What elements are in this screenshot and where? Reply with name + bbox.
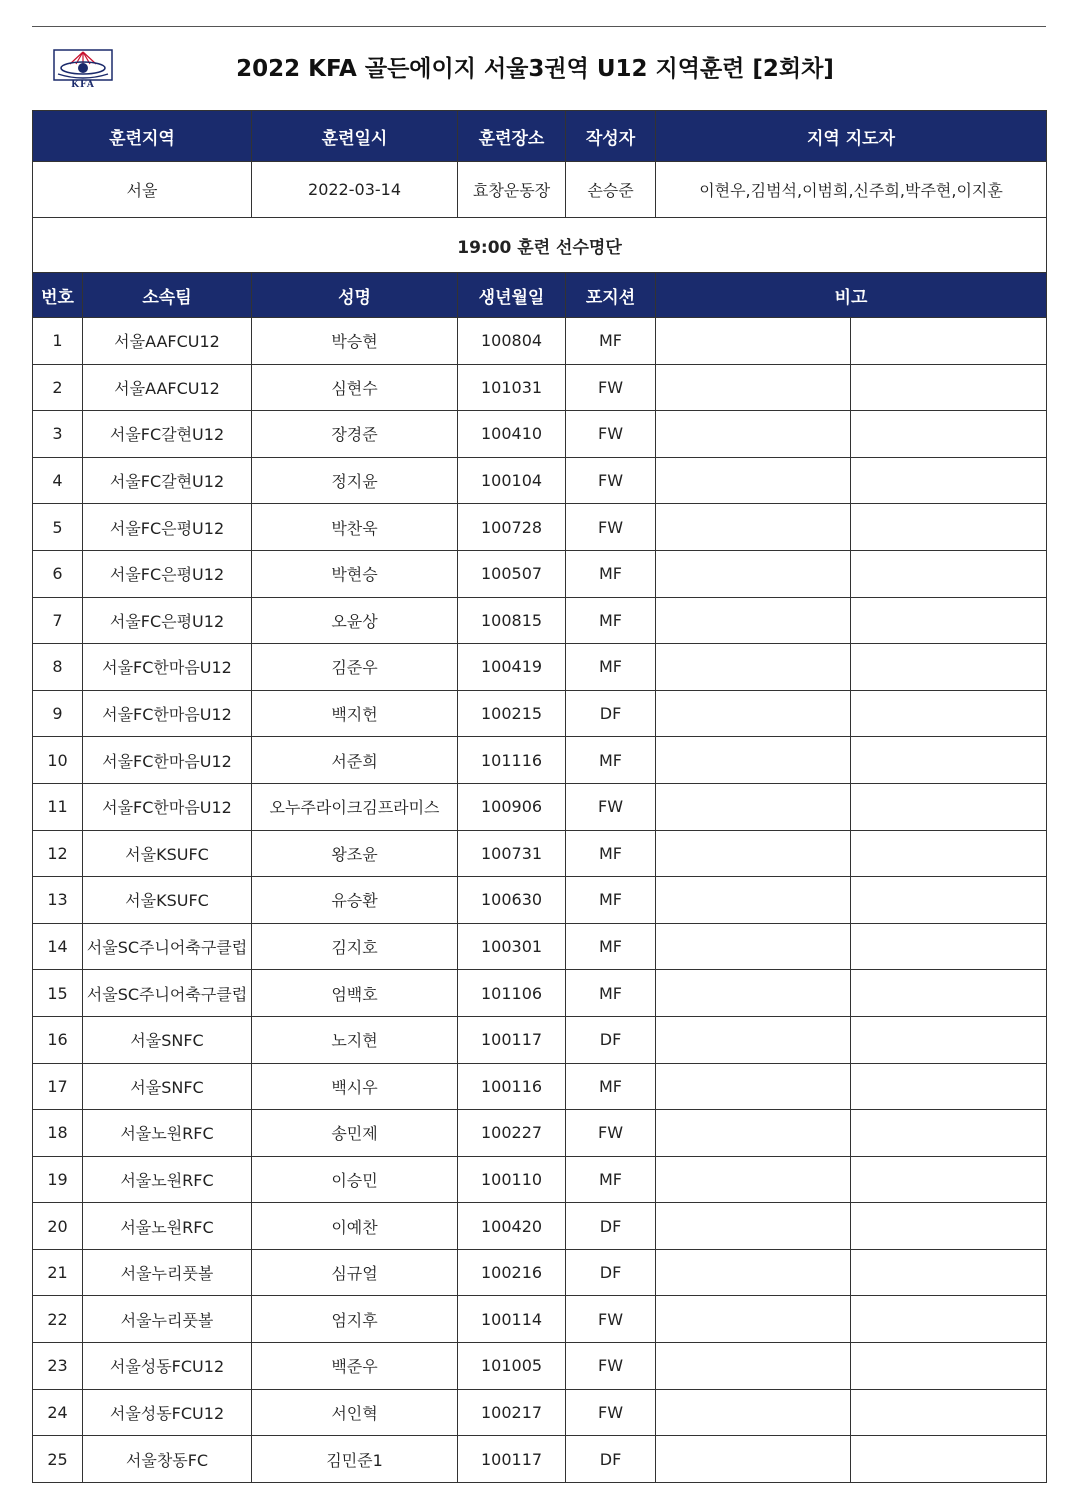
player-name: 오윤상 <box>252 597 458 644</box>
player-team: 서울FC한마음U12 <box>83 737 252 784</box>
player-birth: 100116 <box>458 1063 566 1110</box>
table-row <box>33 1156 1047 1203</box>
player-birth: 101116 <box>458 737 566 784</box>
top-rule <box>32 26 1046 27</box>
player-team: 서울KSUFC <box>83 877 252 924</box>
player-no: 12 <box>33 830 83 877</box>
player-birth: 100215 <box>458 690 566 737</box>
player-note-extra <box>851 1343 1047 1390</box>
table-row <box>33 690 1047 737</box>
player-position: FW <box>566 783 656 830</box>
player-no: 5 <box>33 504 83 551</box>
author-value: 손승준 <box>566 162 656 218</box>
table-row <box>33 504 1047 551</box>
player-note <box>656 877 851 924</box>
player-birth: 100114 <box>458 1296 566 1343</box>
player-note-extra <box>851 970 1047 1017</box>
date-value: 2022-03-14 <box>252 162 458 218</box>
player-birth: 100815 <box>458 597 566 644</box>
player-birth: 100117 <box>458 1016 566 1063</box>
player-no: 21 <box>33 1249 83 1296</box>
table-row <box>33 1063 1047 1110</box>
player-note <box>656 597 851 644</box>
table-row <box>33 1110 1047 1157</box>
player-name: 송민제 <box>252 1110 458 1157</box>
player-no: 22 <box>33 1296 83 1343</box>
table-row <box>33 364 1047 411</box>
player-name: 이예찬 <box>252 1203 458 1250</box>
player-position: MF <box>566 877 656 924</box>
player-no: 23 <box>33 1343 83 1390</box>
player-no: 3 <box>33 411 83 458</box>
player-birth: 100216 <box>458 1249 566 1296</box>
player-note <box>656 457 851 504</box>
venue-value: 효창운동장 <box>458 162 566 218</box>
player-note-extra <box>851 504 1047 551</box>
player-birth: 100906 <box>458 783 566 830</box>
player-note-extra <box>851 923 1047 970</box>
player-note <box>656 923 851 970</box>
col-team-header: 소속팀 <box>83 273 252 318</box>
player-note-extra <box>851 1436 1047 1483</box>
player-team: 서울노원RFC <box>83 1203 252 1250</box>
col-position-header: 포지션 <box>566 273 656 318</box>
table-row <box>33 923 1047 970</box>
player-note-extra <box>851 1110 1047 1157</box>
player-no: 11 <box>33 783 83 830</box>
player-note <box>656 318 851 365</box>
player-note-extra <box>851 457 1047 504</box>
player-name: 노지현 <box>252 1016 458 1063</box>
table-row <box>33 1436 1047 1483</box>
player-team: 서울SNFC <box>83 1016 252 1063</box>
player-note-extra <box>851 1296 1047 1343</box>
player-position: FW <box>566 364 656 411</box>
player-name: 서인혁 <box>252 1389 458 1436</box>
player-name: 심현수 <box>252 364 458 411</box>
player-note-extra <box>851 1203 1047 1250</box>
player-team: 서울SC주니어축구클럽 <box>83 970 252 1017</box>
column-header-row <box>33 273 1047 318</box>
player-note-extra <box>851 318 1047 365</box>
player-note-extra <box>851 877 1047 924</box>
player-position: FW <box>566 411 656 458</box>
coaches-value: 이현우,김범석,이범희,신주희,박주현,이지훈 <box>656 162 1047 218</box>
player-position: FW <box>566 1110 656 1157</box>
player-position: MF <box>566 1156 656 1203</box>
session-banner-row <box>33 218 1047 273</box>
player-team: 서울SC주니어축구클럽 <box>83 923 252 970</box>
player-position: DF <box>566 1249 656 1296</box>
player-note <box>656 783 851 830</box>
table-row <box>33 597 1047 644</box>
player-note <box>656 644 851 691</box>
table-row <box>33 411 1047 458</box>
player-birth: 100420 <box>458 1203 566 1250</box>
player-position: FW <box>566 1296 656 1343</box>
player-name: 김지호 <box>252 923 458 970</box>
player-note-extra <box>851 1016 1047 1063</box>
player-no: 2 <box>33 364 83 411</box>
player-note <box>656 550 851 597</box>
player-name: 백시우 <box>252 1063 458 1110</box>
player-no: 24 <box>33 1389 83 1436</box>
player-team: 서울FC은평U12 <box>83 597 252 644</box>
player-team: 서울노원RFC <box>83 1156 252 1203</box>
player-birth: 100728 <box>458 504 566 551</box>
player-position: FW <box>566 1389 656 1436</box>
player-note-extra <box>851 737 1047 784</box>
player-position: DF <box>566 1436 656 1483</box>
player-note-extra <box>851 644 1047 691</box>
player-team: 서울노원RFC <box>83 1110 252 1157</box>
player-note <box>656 1016 851 1063</box>
venue-label: 훈련장소 <box>458 111 566 162</box>
player-name: 심규얼 <box>252 1249 458 1296</box>
player-name: 박승현 <box>252 318 458 365</box>
player-birth: 100104 <box>458 457 566 504</box>
roster-table <box>32 110 1047 1483</box>
player-team: 서울누리풋볼 <box>83 1296 252 1343</box>
player-position: MF <box>566 318 656 365</box>
player-no: 18 <box>33 1110 83 1157</box>
player-note <box>656 1389 851 1436</box>
player-no: 15 <box>33 970 83 1017</box>
player-name: 정지윤 <box>252 457 458 504</box>
player-note-extra <box>851 550 1047 597</box>
player-position: MF <box>566 830 656 877</box>
player-note <box>656 504 851 551</box>
table-row <box>33 783 1047 830</box>
player-birth: 100117 <box>458 1436 566 1483</box>
coaches-label: 지역 지도자 <box>656 111 1047 162</box>
table-row <box>33 1343 1047 1390</box>
table-row <box>33 550 1047 597</box>
info-value-row <box>33 162 1047 218</box>
player-position: FW <box>566 1343 656 1390</box>
player-birth: 100217 <box>458 1389 566 1436</box>
player-no: 19 <box>33 1156 83 1203</box>
player-name: 백준우 <box>252 1343 458 1390</box>
player-position: FW <box>566 504 656 551</box>
table-row <box>33 877 1047 924</box>
player-team: 서울SNFC <box>83 1063 252 1110</box>
player-birth: 100731 <box>458 830 566 877</box>
page-title: 2022 KFA 골든에이지 서울3권역 U12 지역훈련 [2회차] <box>236 56 834 82</box>
player-note <box>656 411 851 458</box>
player-team: 서울FC한마음U12 <box>83 644 252 691</box>
player-name: 서준희 <box>252 737 458 784</box>
table-row <box>33 830 1047 877</box>
table-row <box>33 644 1047 691</box>
player-no: 8 <box>33 644 83 691</box>
player-note <box>656 1343 851 1390</box>
player-note <box>656 1156 851 1203</box>
player-no: 6 <box>33 550 83 597</box>
player-team: 서울성동FCU12 <box>83 1343 252 1390</box>
table-row <box>33 1016 1047 1063</box>
player-no: 9 <box>33 690 83 737</box>
player-position: MF <box>566 644 656 691</box>
player-no: 7 <box>33 597 83 644</box>
player-position: MF <box>566 923 656 970</box>
table-row <box>33 457 1047 504</box>
info-header-row <box>33 111 1047 162</box>
player-name: 이승민 <box>252 1156 458 1203</box>
player-note <box>656 1063 851 1110</box>
player-team: 서울FC은평U12 <box>83 550 252 597</box>
player-no: 10 <box>33 737 83 784</box>
player-birth: 101031 <box>458 364 566 411</box>
player-note <box>656 364 851 411</box>
table-row <box>33 1249 1047 1296</box>
player-name: 엄지후 <box>252 1296 458 1343</box>
player-birth: 100630 <box>458 877 566 924</box>
player-position: DF <box>566 1016 656 1063</box>
player-team: 서울FC한마음U12 <box>83 690 252 737</box>
player-position: MF <box>566 970 656 1017</box>
player-no: 13 <box>33 877 83 924</box>
date-label: 훈련일시 <box>252 111 458 162</box>
player-name: 김민준1 <box>252 1436 458 1483</box>
player-birth: 101005 <box>458 1343 566 1390</box>
player-no: 16 <box>33 1016 83 1063</box>
player-team: 서울성동FCU12 <box>83 1389 252 1436</box>
player-team: 서울FC한마음U12 <box>83 783 252 830</box>
player-team: 서울AAFCU12 <box>83 318 252 365</box>
player-note-extra <box>851 1389 1047 1436</box>
region-label: 훈련지역 <box>33 111 252 162</box>
author-label: 작성자 <box>566 111 656 162</box>
player-team: 서울KSUFC <box>83 830 252 877</box>
col-no-header: 번호 <box>33 273 83 318</box>
logo-text: KFA <box>71 80 95 90</box>
table-row <box>33 970 1047 1017</box>
session-title: 19:00 훈련 선수명단 <box>33 218 1047 273</box>
player-no: 14 <box>33 923 83 970</box>
player-note <box>656 830 851 877</box>
table-row <box>33 1389 1047 1436</box>
player-birth: 100227 <box>458 1110 566 1157</box>
player-note-extra <box>851 597 1047 644</box>
player-note <box>656 970 851 1017</box>
player-no: 4 <box>33 457 83 504</box>
player-name: 유승환 <box>252 877 458 924</box>
col-name-header: 성명 <box>252 273 458 318</box>
player-team: 서울AAFCU12 <box>83 364 252 411</box>
player-note-extra <box>851 690 1047 737</box>
player-no: 1 <box>33 318 83 365</box>
player-note-extra <box>851 783 1047 830</box>
player-birth: 100507 <box>458 550 566 597</box>
col-birth-header: 생년월일 <box>458 273 566 318</box>
player-note <box>656 690 851 737</box>
player-birth: 100110 <box>458 1156 566 1203</box>
player-note-extra <box>851 364 1047 411</box>
player-note <box>656 1110 851 1157</box>
region-value: 서울 <box>33 162 252 218</box>
player-no: 25 <box>33 1436 83 1483</box>
table-row <box>33 1203 1047 1250</box>
player-name: 김준우 <box>252 644 458 691</box>
player-name: 박찬욱 <box>252 504 458 551</box>
player-no: 17 <box>33 1063 83 1110</box>
player-team: 서울창동FC <box>83 1436 252 1483</box>
player-note <box>656 1296 851 1343</box>
player-note-extra <box>851 1063 1047 1110</box>
player-team: 서울누리풋볼 <box>83 1249 252 1296</box>
player-position: MF <box>566 597 656 644</box>
player-note <box>656 1436 851 1483</box>
player-birth: 100419 <box>458 644 566 691</box>
player-team: 서울FC은평U12 <box>83 504 252 551</box>
player-birth: 100804 <box>458 318 566 365</box>
player-birth: 101106 <box>458 970 566 1017</box>
player-birth: 100410 <box>458 411 566 458</box>
player-position: MF <box>566 550 656 597</box>
player-note-extra <box>851 1156 1047 1203</box>
player-name: 왕조윤 <box>252 830 458 877</box>
player-position: MF <box>566 737 656 784</box>
player-note <box>656 737 851 784</box>
col-note-header: 비고 <box>656 273 1047 318</box>
player-position: DF <box>566 690 656 737</box>
player-note-extra <box>851 1249 1047 1296</box>
player-birth: 100301 <box>458 923 566 970</box>
player-name: 오누주라이크김프라미스 <box>252 783 458 830</box>
table-row <box>33 318 1047 365</box>
player-note-extra <box>851 830 1047 877</box>
player-name: 장경준 <box>252 411 458 458</box>
player-position: MF <box>566 1063 656 1110</box>
player-team: 서울FC갈현U12 <box>83 411 252 458</box>
player-no: 20 <box>33 1203 83 1250</box>
player-name: 엄백호 <box>252 970 458 1017</box>
player-position: FW <box>566 457 656 504</box>
table-row <box>33 737 1047 784</box>
player-name: 백지헌 <box>252 690 458 737</box>
player-note <box>656 1249 851 1296</box>
player-note <box>656 1203 851 1250</box>
player-name: 박현승 <box>252 550 458 597</box>
table-row <box>33 1296 1047 1343</box>
player-team: 서울FC갈현U12 <box>83 457 252 504</box>
player-note-extra <box>851 411 1047 458</box>
player-position: DF <box>566 1203 656 1250</box>
